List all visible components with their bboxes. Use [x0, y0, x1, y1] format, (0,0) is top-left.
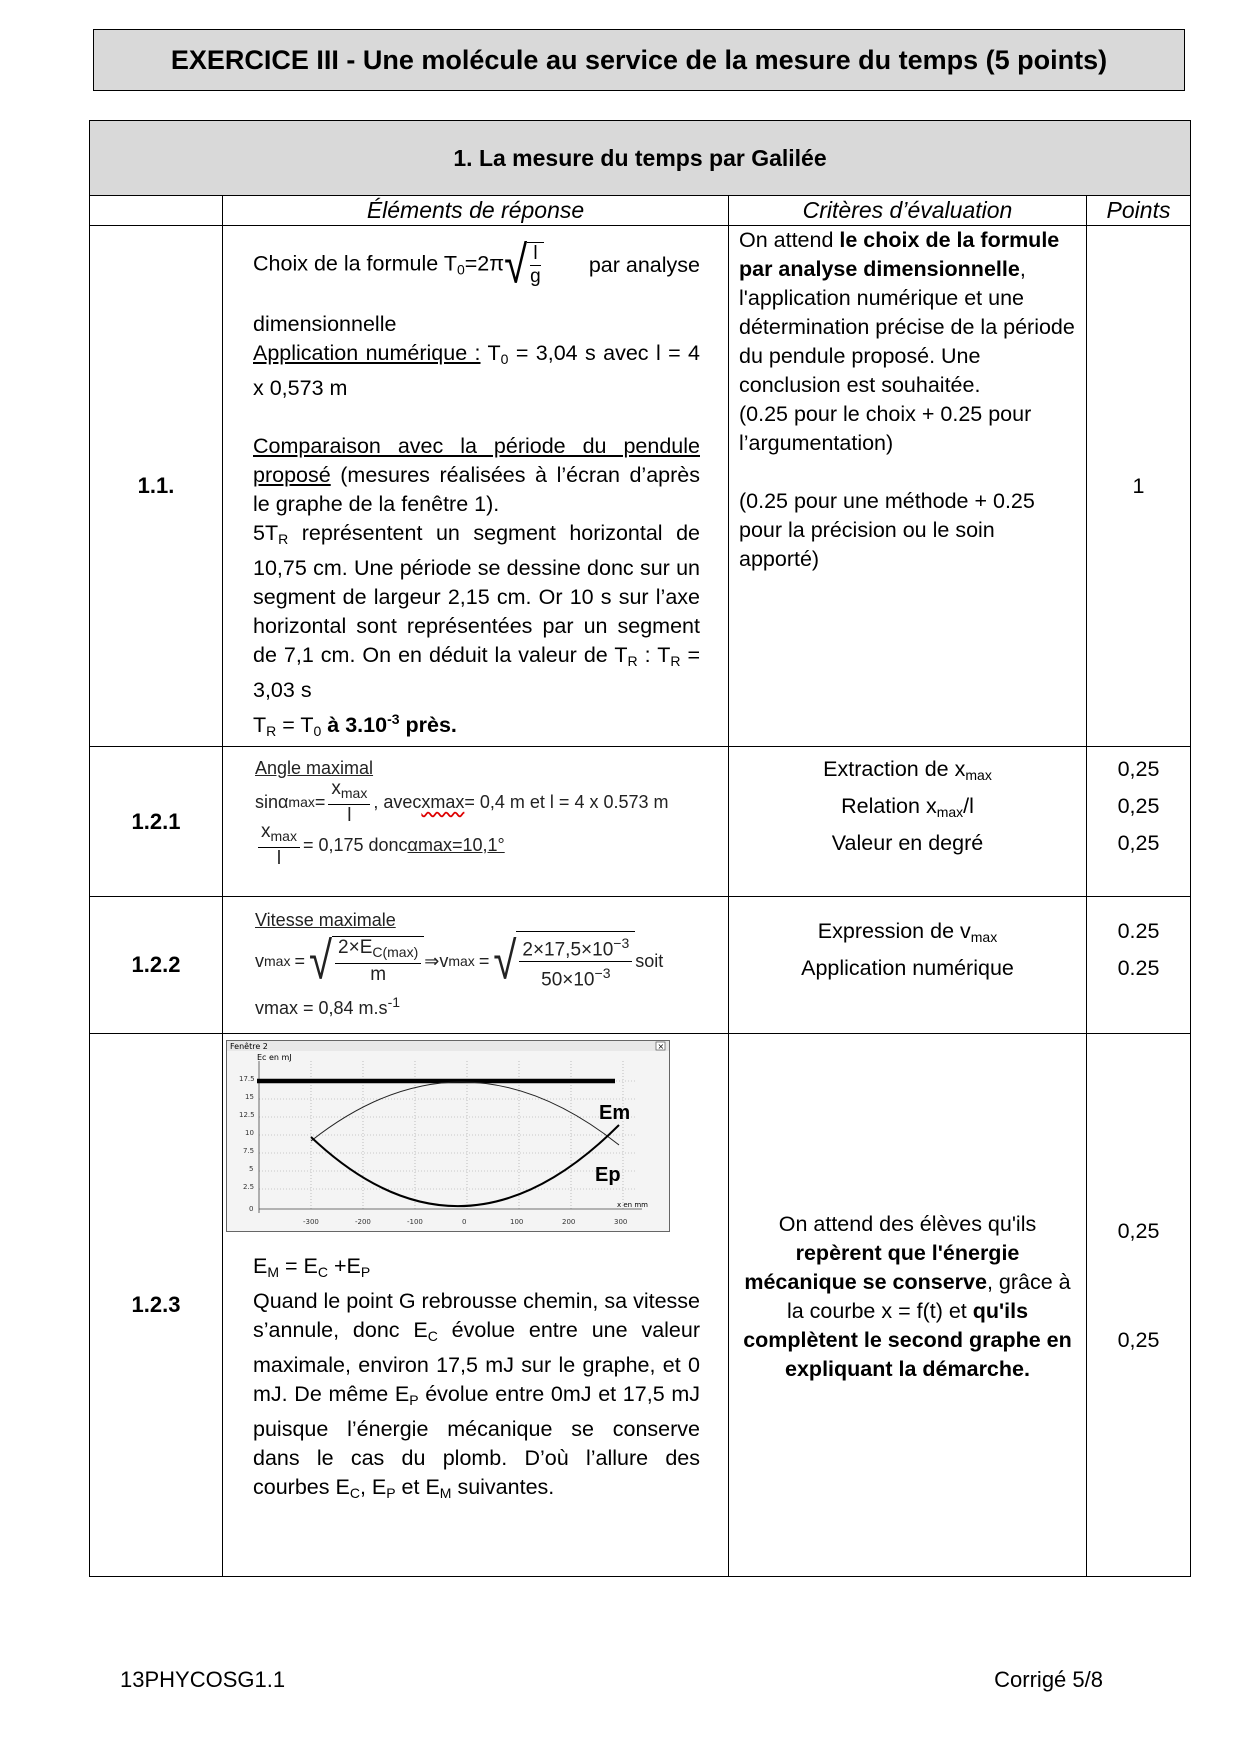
angle-frac-sub: max: [340, 784, 368, 801]
ratio-frac-sub: max: [270, 827, 297, 844]
final-sub: R: [266, 723, 277, 740]
y-tick: 17.5: [239, 1075, 255, 1084]
question-number: 1.1.: [90, 226, 223, 747]
row-1-1: [90, 226, 1191, 747]
segment-text: [253, 519, 700, 705]
crit-extraction: [729, 751, 1086, 788]
exercise-title-text: EXERCICE III - Une molécule au service de la mesure du temps (5 points): [170, 44, 1108, 75]
y-tick-labels: [239, 1075, 255, 1213]
criteria-1-2-1: [729, 747, 1087, 897]
em-eq: = E: [279, 1254, 318, 1279]
app-label: Application numérique :: [253, 341, 481, 365]
footer-code: 13PHYCOSG1.1: [120, 1667, 286, 1692]
explanation-1-2-3: [223, 1232, 728, 1508]
em-pre: E: [253, 1254, 268, 1279]
criteria-1-1: [729, 226, 1087, 747]
ep-curve: [311, 1125, 619, 1206]
crit-b: repèrent que l'énergie mécanique se conserve: [744, 1241, 1020, 1295]
v-sub: max: [264, 953, 291, 970]
ec-curve: [311, 1082, 619, 1145]
graph-title-bar: [227, 1041, 669, 1051]
sin-sub: max: [288, 794, 315, 811]
label-ep: Ep: [595, 1164, 621, 1187]
point-value: 0,25: [1117, 1219, 1160, 1244]
header-criteres: Critères d’évaluation: [729, 196, 1087, 226]
p5t-end: = 3,03 s: [253, 643, 701, 702]
text-sub-c: C: [427, 1328, 438, 1345]
crit-relation-post: /l: [963, 794, 974, 819]
app-numerique: [253, 339, 700, 403]
crit-extraction-text: Extraction de x: [823, 757, 966, 782]
crit-d: (0.25 pour le choix + 0.25 pour l’argumentation): [739, 402, 1032, 455]
angle-frac-n: x: [331, 777, 341, 799]
y-tick: 15: [245, 1093, 254, 1102]
crit-a: On attend: [739, 228, 840, 252]
header-points: Points: [1087, 196, 1191, 226]
den2: 50×10: [541, 969, 595, 991]
y-tick: 2.5: [243, 1183, 255, 1192]
y-tick: 0: [249, 1205, 254, 1214]
angle-title: Angle maximal: [255, 758, 374, 779]
x-tick: 300: [614, 1218, 628, 1227]
angle-frac-den: l: [347, 804, 352, 826]
soit: soit: [635, 951, 664, 972]
x-tick: 100: [510, 1218, 524, 1227]
speed-result: vmax = 0,84 m.s: [255, 998, 388, 1019]
crit-e: (0.25 pour une méthode + 0.25 pour la précision ou le soin apporté): [739, 489, 1035, 571]
final-line: [253, 705, 700, 746]
implies-arrow: ⇒v: [424, 951, 449, 972]
energy-graph-svg: [227, 1041, 669, 1231]
sin-alpha: sinα: [255, 792, 289, 813]
em-plus: +E: [327, 1254, 361, 1279]
graph-close-glyph: ×: [657, 1042, 665, 1052]
ratio-frac-n: x: [261, 820, 271, 842]
question-number: 1.2.1: [90, 747, 223, 897]
num1-sub: C(max): [372, 944, 419, 961]
y-tick: 12.5: [239, 1111, 255, 1120]
x-tick: 0: [462, 1218, 467, 1227]
v-symbol: v: [255, 951, 264, 972]
points-1-2-1: [1087, 747, 1191, 897]
num2: 2×17,5×10: [522, 939, 614, 961]
header-elements: Éléments de réponse: [223, 196, 729, 226]
response-1-2-2: [223, 897, 729, 1034]
p5t-sub: R: [278, 531, 289, 547]
empty-header-cell: [90, 196, 223, 226]
crit-expression-text: Expression de v: [817, 919, 971, 944]
text-b: évolue entre une valeur maximale, environ 17,5 mJ sur le graphe, et 0 mJ. De même E: [253, 1318, 700, 1407]
ratio-rest: = 0,175 donc: [302, 835, 408, 856]
final-t: T: [253, 713, 267, 738]
graph-x-label: x en mm: [617, 1201, 648, 1210]
final-sup: -3: [387, 711, 400, 727]
y-tick: 10: [245, 1129, 254, 1138]
crit-d: qu'ils complètent le second graphe en expliquant la démarche.: [743, 1299, 1072, 1382]
app-t: T: [480, 341, 501, 365]
response-1-2-3: [223, 1034, 729, 1577]
section-header: 1. La mesure du temps par Galilée: [90, 121, 1191, 196]
formula-sub: 0: [456, 261, 465, 278]
correction-table: [89, 120, 1191, 1577]
question-number: 1.2.3: [90, 1034, 223, 1577]
crit-b: le choix de la formule par analyse dimensionnelle: [739, 228, 1060, 281]
angle-avec: , avec: [373, 792, 422, 813]
graph-window-title: Fenêtre 2: [230, 1042, 268, 1052]
crit-c: , l'application numérique et une détermination précise de la période du pendule proposé. Une conclusion est souhaitée.: [739, 257, 1075, 397]
ep-sub: P: [360, 1264, 371, 1281]
point-value: 0.25: [1117, 919, 1160, 944]
comparaison: [253, 432, 700, 519]
speed-result-sup: -1: [387, 994, 401, 1011]
x-tick: -100: [407, 1218, 423, 1227]
formula-suffix: par analyse: [588, 252, 700, 277]
crit-application: Application numérique: [801, 956, 1014, 981]
text-sub-m: M: [439, 1485, 452, 1502]
y-tick: 7.5: [243, 1147, 255, 1156]
graph-y-label: Ec en mJ: [257, 1053, 292, 1063]
point-value: 0,25: [1117, 1328, 1160, 1353]
x-tick: 200: [562, 1218, 576, 1227]
angle-xmax: xmax: [421, 792, 465, 813]
text-sub-p2: P: [386, 1485, 396, 1502]
angle-eq: =: [314, 792, 326, 813]
label-em: Em: [599, 1102, 631, 1125]
row-1-2-1: [90, 747, 1191, 897]
p5t-pre: 5T: [253, 521, 279, 545]
app-sub: 0: [500, 351, 509, 367]
text-a: Quand le point G rebrousse chemin, sa vitesse s’annule, donc E: [253, 1289, 700, 1343]
comp-rest: (mesures réalisées à l’écran d’après le graphe de la fenêtre 1).: [253, 463, 700, 516]
num2-sup: −3: [613, 934, 630, 951]
text-sub-c2: C: [349, 1485, 360, 1502]
line-dimensionnelle: dimensionnelle: [253, 312, 397, 336]
num1: 2×E: [338, 937, 373, 959]
angle-formula-image: [253, 747, 728, 867]
point-value: 0,25: [1117, 794, 1160, 819]
p5t-rest: représentent un segment horizontal de 10,75 cm. Une période se dessine donc sur un segment de largeur 2,15 cm. Or 10 s sur l’axe horizontal sont représentées par un segment de 7,1 cm. On en déduit la valeur de T: [253, 521, 700, 667]
point-value: 0,25: [1117, 831, 1160, 856]
frac-num: l: [530, 243, 540, 266]
angle-rest: = 0,4 m et l = 4 x 0.573 m: [464, 792, 669, 813]
y-tick: 5: [249, 1165, 254, 1174]
v-sub-2: max: [448, 953, 475, 970]
crit-relation-sub: max: [936, 804, 964, 821]
point-value: 0,25: [1117, 757, 1160, 782]
crit-expression-sub: max: [970, 929, 998, 946]
x-tick: -300: [303, 1218, 319, 1227]
crit-extraction-sub: max: [965, 767, 992, 784]
crit-expression: [729, 913, 1086, 950]
text-f: suivantes.: [451, 1475, 555, 1500]
question-number: 1.2.2: [90, 897, 223, 1034]
points-1-2-2: [1087, 897, 1191, 1034]
crit-relation: [729, 788, 1086, 825]
response-1-2-1: [223, 747, 729, 897]
ec-sub: C: [317, 1264, 328, 1281]
row-1-2-2: [90, 897, 1191, 1034]
response-1-1: [223, 226, 729, 747]
den2-sup: −3: [594, 965, 611, 982]
sqrt-symbol: √ $\frac{l}{g}$: [504, 242, 544, 288]
alpha-max: αmax=10,1°: [407, 835, 505, 856]
em-sub: M: [267, 1264, 280, 1281]
column-headers: [90, 196, 1191, 226]
p5t-mid: : T: [637, 643, 671, 667]
p5t-sub3: R: [670, 653, 681, 669]
final-eq: = T: [276, 713, 314, 738]
comp-label: Comparaison avec la période du pendule proposé: [253, 434, 700, 487]
frac-den: g: [530, 266, 541, 287]
speed-formula-image: Vitesse maximale v max = √ $\frac{2\times E_{C(max)}}{m}$ ⇒v max = √ $\frac{2\times 17,5\times 10^{-3}}{50\times 10^{-3}}$ soit vmax = 0,84 $m.s^{-1}$: [253, 897, 728, 1021]
exercise-title: [93, 29, 1185, 91]
point-value: 0.25: [1117, 956, 1160, 981]
x-tick-labels: [303, 1218, 627, 1226]
crit-relation-text: Relation x: [841, 794, 937, 819]
p5t-sub2: R: [627, 653, 638, 669]
app-rest: = 3,04 s avec l = 4 x 0,573 m: [253, 341, 700, 400]
energy-graph: [226, 1040, 670, 1232]
text-e: et E: [395, 1475, 440, 1500]
final-bold: à 3.10: [321, 713, 388, 738]
den1: m: [370, 964, 387, 986]
text-c: évolue entre 0mJ et 17,5 mJ puisque l’énergie mécanique se conserve dans le cas du plomb. D’où l’allure des courbes E: [253, 1382, 700, 1500]
points-1-1: 1: [1087, 226, 1191, 747]
formula-line: [253, 235, 700, 294]
row-1-2-3: [90, 1034, 1191, 1577]
footer-page: Corrigé 5/8: [994, 1667, 1103, 1692]
criteria-1-2-2: [729, 897, 1087, 1034]
formula-prefix: Choix de la formule T: [253, 251, 457, 276]
speed-title: Vitesse maximale: [255, 910, 396, 931]
final-sub0: 0: [313, 723, 322, 740]
x-tick: -200: [355, 1218, 371, 1227]
points-1-2-3: [1087, 1034, 1191, 1577]
text-sub-p: P: [409, 1392, 419, 1409]
formula-eq: =2π: [464, 251, 505, 276]
crit-a: On attend des élèves qu'ils: [778, 1212, 1037, 1237]
criteria-1-2-3: [729, 1034, 1087, 1577]
crit-valeur: Valeur en degré: [831, 831, 984, 856]
final-bold-end: près.: [399, 713, 457, 738]
text-d: , E: [359, 1475, 387, 1500]
ratio-frac-den: l: [276, 847, 282, 869]
crit-c: , grâce à la courbe x = f(t) et: [786, 1270, 1071, 1324]
